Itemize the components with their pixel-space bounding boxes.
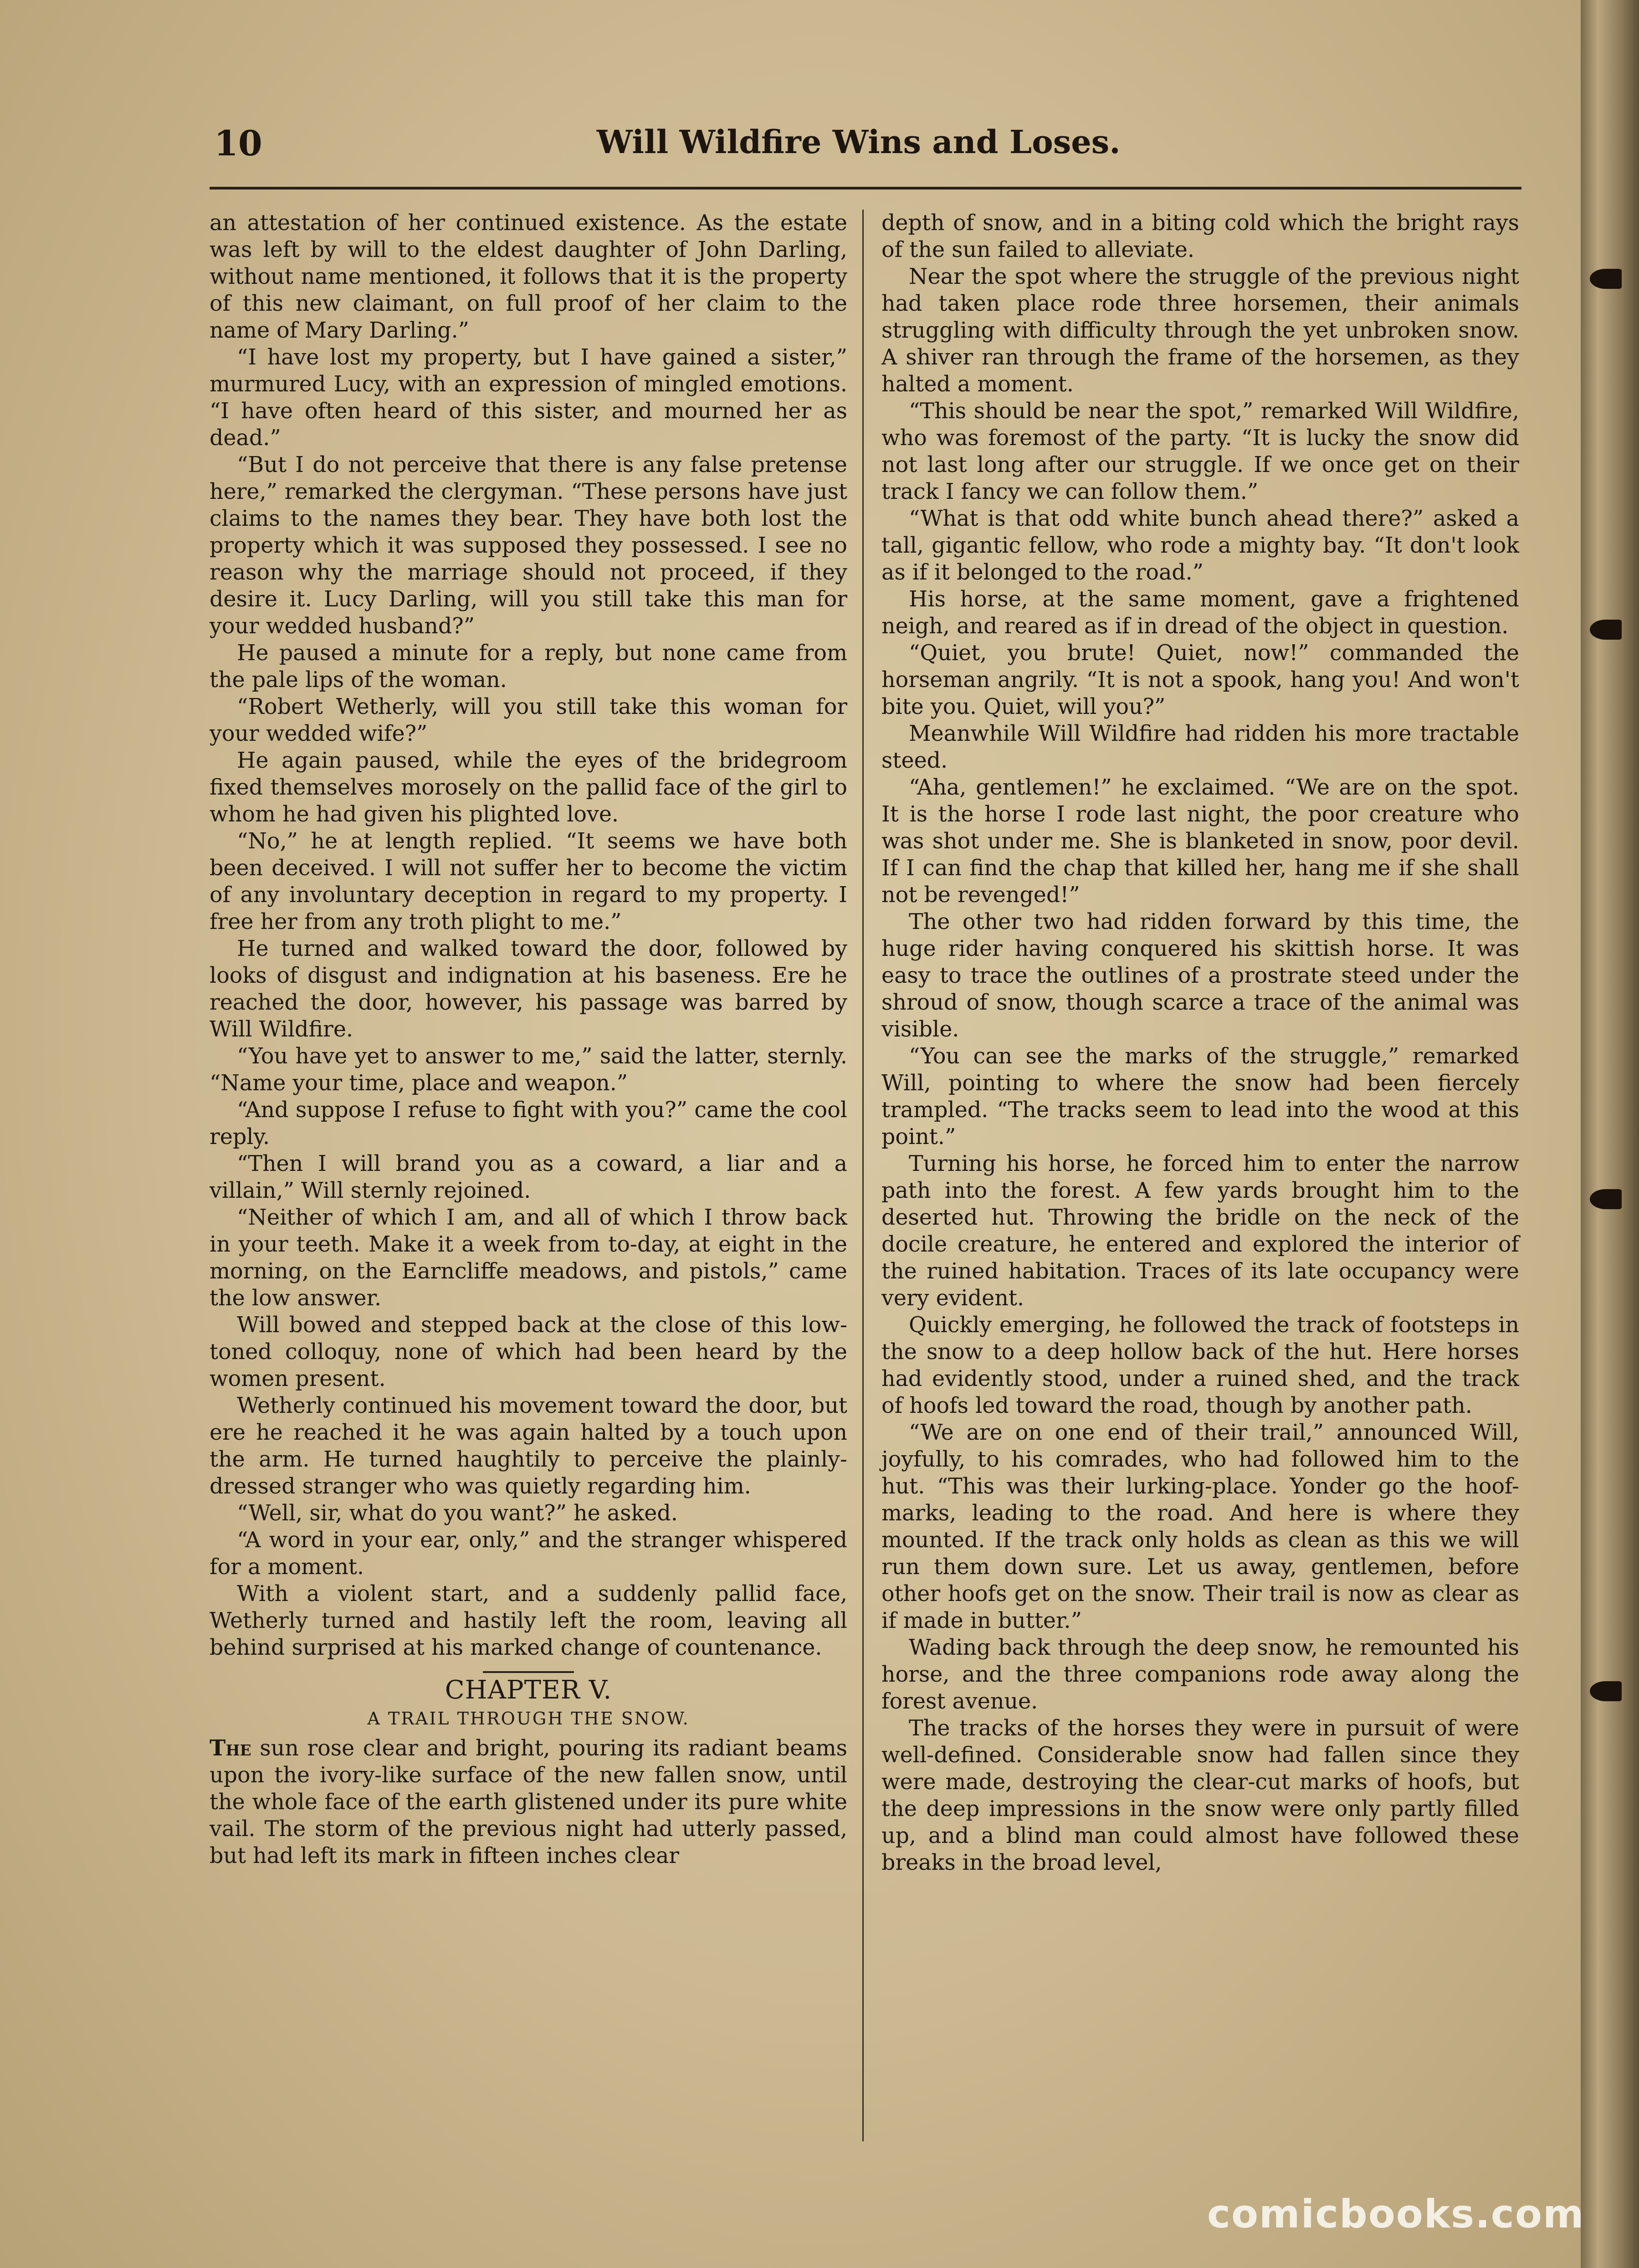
left-column	[210, 210, 847, 1869]
page-header	[214, 123, 1521, 164]
paragraph: “A word in your ear, only,” and the stranger whispered for a moment.	[210, 1528, 847, 1580]
paragraph: “Then I will brand you as a coward, a liar and a villain,” Will sternly rejoined.	[210, 1151, 847, 1203]
chapter-divider	[483, 1671, 574, 1673]
watermark: comicbooks.com	[1207, 2191, 1585, 2237]
paragraph: “I have lost my property, but I have gained a sister,” murmured Lucy, with an expression of mingled emotions. “I have often heard of this sister, and mourned her as dead.”	[210, 345, 847, 451]
chapter-title: CHAPTER V.	[445, 1675, 612, 1705]
paragraph: “And suppose I refuse to fight with you?” came the cool reply.	[210, 1098, 847, 1149]
binding-spine	[1581, 0, 1639, 2268]
paragraph: The tracks of the horses they were in pursuit of were well-defined. Considerable snow had fallen since they were made, destroying the clear-cut marks of hoofs, but the deep impressions in the snow were only partly filled up, and a blind man could almost have followed these breaks in the broad level,	[881, 1716, 1519, 1875]
chapter-lead-word: The	[210, 1735, 251, 1761]
paragraph: Wading back through the deep snow, he remounted his horse, and the three companions rode away along the forest avenue.	[881, 1635, 1519, 1714]
paragraph: “Robert Wetherly, will you still take this woman for your wedded wife?”	[210, 694, 847, 746]
paragraph: Wetherly continued his movement toward the door, but ere he reached it he was again halted by a touch upon the arm. He turned haughtily to perceive the plainly-dressed stranger who was quietly regarding him.	[210, 1393, 847, 1499]
paragraph: “No,” he at length replied. “It seems we have both been deceived. I will not suffer her to become the victim of any involuntary deception in regard to my property. I free her from any troth plight to me.”	[210, 829, 847, 934]
paragraph: “You have yet to answer to me,” said the latter, sternly. “Name your time, place and weapon.”	[210, 1044, 847, 1096]
paragraph: Meanwhile Will Wildfire had ridden his more tractable steed.	[881, 721, 1519, 773]
paragraph: Quickly emerging, he followed the track of footsteps in the snow to a deep hollow back of the hut. Here horses had evidently stood, under a ruined shed, and the track of hoofs led toward the road, though by another path.	[881, 1313, 1519, 1418]
paragraph: With a violent start, and a suddenly pallid face, Wetherly turned and hastily left the room, leaving all behind surprised at his marked change of countenance.	[210, 1581, 847, 1660]
column-divider	[862, 210, 864, 2141]
paragraph: “We are on one end of their trail,” announced Will, joyfully, to his comrades, who had followed him to the hut. “This was their lurking-place. Yonder go the hoof-marks, leading to the road. And here is where they mounted. If the track only holds as clean as this we will run them down sure. Let us away, gentlemen, before other hoofs get on the snow. Their trail is now as clear as if made in butter.”	[881, 1420, 1519, 1633]
paragraph: “But I do not perceive that there is any false pretense here,” remarked the clergyman. “These persons have just claims to the names they bear. They have both lost the property which it was supposed they possessed. I see no reason why the marriage should not proceed, if they desire it. Lucy Darling, will you still take this man for your wedded husband?”	[210, 452, 847, 639]
binding-staple-icon	[1590, 1681, 1622, 1701]
paragraph: Will bowed and stepped back at the close of this low-toned colloquy, none of which had been heard by the women present.	[210, 1313, 847, 1391]
header-rule	[210, 187, 1521, 190]
paragraph: His horse, at the same moment, gave a frightened neigh, and reared as if in dread of the object in question.	[881, 587, 1519, 639]
chapter-subtitle: A TRAIL THROUGH THE SNOW.	[367, 1709, 690, 1729]
paragraph: Turning his horse, he forced him to enter the narrow path into the forest. A few yards brought him to the deserted hut. Throwing the bridle on the neck of the docile creature, he entered and explored the interior of the ruined habitation. Traces of its late occupancy were very evident.	[881, 1151, 1519, 1311]
right-column-text	[881, 210, 1519, 1876]
paragraph: “You can see the marks of the struggle,” remarked Will, pointing to where the snow had been fiercely trampled. “The tracks seem to lead into the wood at this point.”	[881, 1044, 1519, 1149]
paragraph: depth of snow, and in a biting cold which the bright rays of the sun failed to alleviate.	[881, 210, 1519, 262]
paragraph: He turned and walked toward the door, followed by looks of disgust and indignation at his baseness. Ere he reached the door, however, his passage was barred by Will Wildfire.	[210, 936, 847, 1042]
paragraph: “What is that odd white bunch ahead there?” asked a tall, gigantic fellow, who rode a mighty bay. “It don't look as if it belonged to the road.”	[881, 506, 1519, 585]
paragraph: He again paused, while the eyes of the bridegroom fixed themselves morosely on the pallid face of the girl to whom he had given his plighted love.	[210, 748, 847, 827]
paragraph: “Neither of which I am, and all of which I throw back in your teeth. Make it a week from to-day, at eight in the morning, on the Earncliffe meadows, and pistols,” came the low answer.	[210, 1205, 847, 1311]
left-column-text	[210, 210, 847, 1661]
paragraph: The other two had ridden forward by this time, the huge rider having conquered his skittish horse. It was easy to trace the outlines of a prostrate steed under the shroud of snow, though scarce a trace of the animal was visible.	[881, 909, 1519, 1042]
running-title: Will Wildfire Wins and Loses.	[597, 123, 1121, 161]
paragraph: “Well, sir, what do you want?” he asked.	[237, 1501, 678, 1526]
binding-staple-icon	[1590, 620, 1622, 640]
right-column	[881, 210, 1519, 1876]
paragraph: He paused a minute for a reply, but none came from the pale lips of the woman.	[210, 641, 847, 693]
chapter-opening-text: sun rose clear and bright, pouring its radiant beams upon the ivory-like surface of the new fallen snow, until the whole face of the earth glistened under its pure white vail. The storm of the previous night had utterly passed, but had left its mark in fifteen inches clear	[210, 1736, 847, 1868]
binding-staple-icon	[1590, 1189, 1622, 1209]
paragraph: “Quiet, you brute! Quiet, now!” commanded the horseman angrily. “It is not a spook, hang you! And won't bite you. Quiet, will you?”	[881, 641, 1519, 719]
paragraph: “This should be near the spot,” remarked Will Wildfire, who was foremost of the party. “It is lucky the snow did not last long after our struggle. If we once get on their track I fancy we can follow them.”	[881, 399, 1519, 504]
page-number: 10	[214, 123, 262, 164]
binding-staple-icon	[1590, 269, 1622, 289]
paragraph: Near the spot where the struggle of the previous night had taken place rode three horsemen, their animals struggling with difficulty through the yet unbroken snow. A shiver ran through the frame of the horsemen, as they halted a moment.	[881, 264, 1519, 397]
chapter-opening-paragraph	[210, 1735, 847, 1869]
paragraph: an attestation of her continued existence. As the estate was left by will to the eldest daughter of John Darling, without name mentioned, it follows that it is the property of this new claimant, on full proof of her claim to the name of Mary Darling.”	[210, 210, 847, 343]
paragraph: “Aha, gentlemen!” he exclaimed. “We are on the spot. It is the horse I rode last night, the poor creature who was shot under me. She is blanketed in snow, poor devil. If I can find the chap that killed her, hang me if she shall not be revenged!”	[881, 775, 1519, 908]
